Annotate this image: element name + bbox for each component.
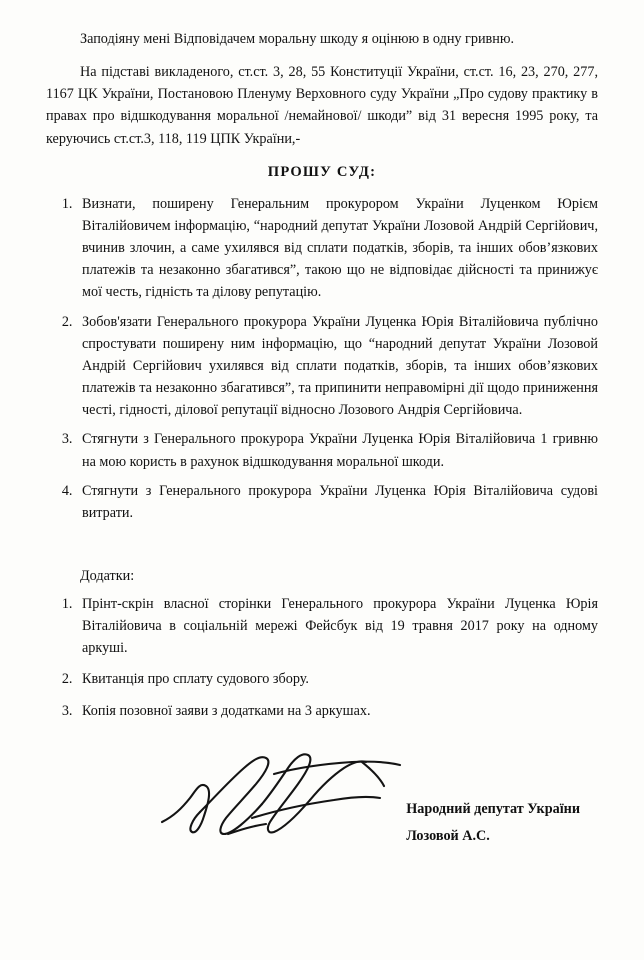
signatory-title: Народний депутат України: [406, 801, 580, 817]
intro-paragraph-2: На підставі викладеного, ст.ст. 3, 28, 55 Конституції України, ст.ст. 16, 23, 270, 277, 1167 ЦК України, Постановою Пленуму Верховного суду України „Про судову практику в правах про відшкодування моральної /немайнової/ шкоди” від 31 вересня 1995 року, та керуючись ст.ст.3, 118, 119 ЦПК України,-: [46, 64, 598, 147]
list-item: 2. Зобов'язати Генерального прокурора України Луценка Юрія Віталійовича публічно спростувати поширену ним інформацію, що “народний депутат України Лозовой Андрій Сергійович ухилявся від сплати податків, зборів, та інших обов’язкових платежів та незаконно збагатився”, та припинити неправомірні дії щодо приниження честі, гідності, ділової репутації відносно Лозового Андрія Сергійовича.: [76, 311, 598, 422]
attachments-list: [46, 593, 598, 722]
signatory: [406, 796, 580, 850]
list-item: 2. Квитанція про сплату судового збору.: [76, 668, 598, 690]
handwritten-signature-icon: [156, 738, 416, 848]
signatory-name: Лозовой А.С.: [406, 827, 490, 844]
list-item: 3. Копія позовної заяви з додатками на 3 аркушах.: [76, 700, 598, 722]
list-item: 1. Прінт-скрін власної сторінки Генерального прокурора України Луценка Юрія Віталійовича в соціальній мережі Фейсбук від 19 травня 2017 року на одному аркуші.: [76, 593, 598, 659]
list-item: 4. Стягнути з Генерального прокурора України Луценка Юрія Віталійовича судові витрати.: [76, 480, 598, 524]
attachments-title: Додатки:: [80, 567, 135, 584]
signature-block: [46, 738, 598, 868]
list-item: 3. Стягнути з Генерального прокурора України Луценка Юрія Віталійовича 1 гривню на мою користь в рахунок відшкодування моральної шкоди.: [76, 428, 598, 472]
section-heading: ПРОШУ СУД:: [267, 163, 377, 180]
intro-paragraph-1: Заподіяну мені Відповідачем моральну шкоду я оцінюю в одну гривню.: [80, 31, 514, 47]
claims-list: [46, 193, 598, 524]
list-item: 1. Визнати, поширену Генеральним прокурором України Луценком Юрієм Віталійовичем інформацію, “народний депутат України Лозовой Андрій Сергійович, вчинив злочин, а саме ухилявся від сплати податків, зборів, та інших обов’язкових платежів та незаконно збагатився”, такою що не відповідає дійсності та принижує мої честь, гідність та ділову репутацію.: [76, 193, 598, 304]
